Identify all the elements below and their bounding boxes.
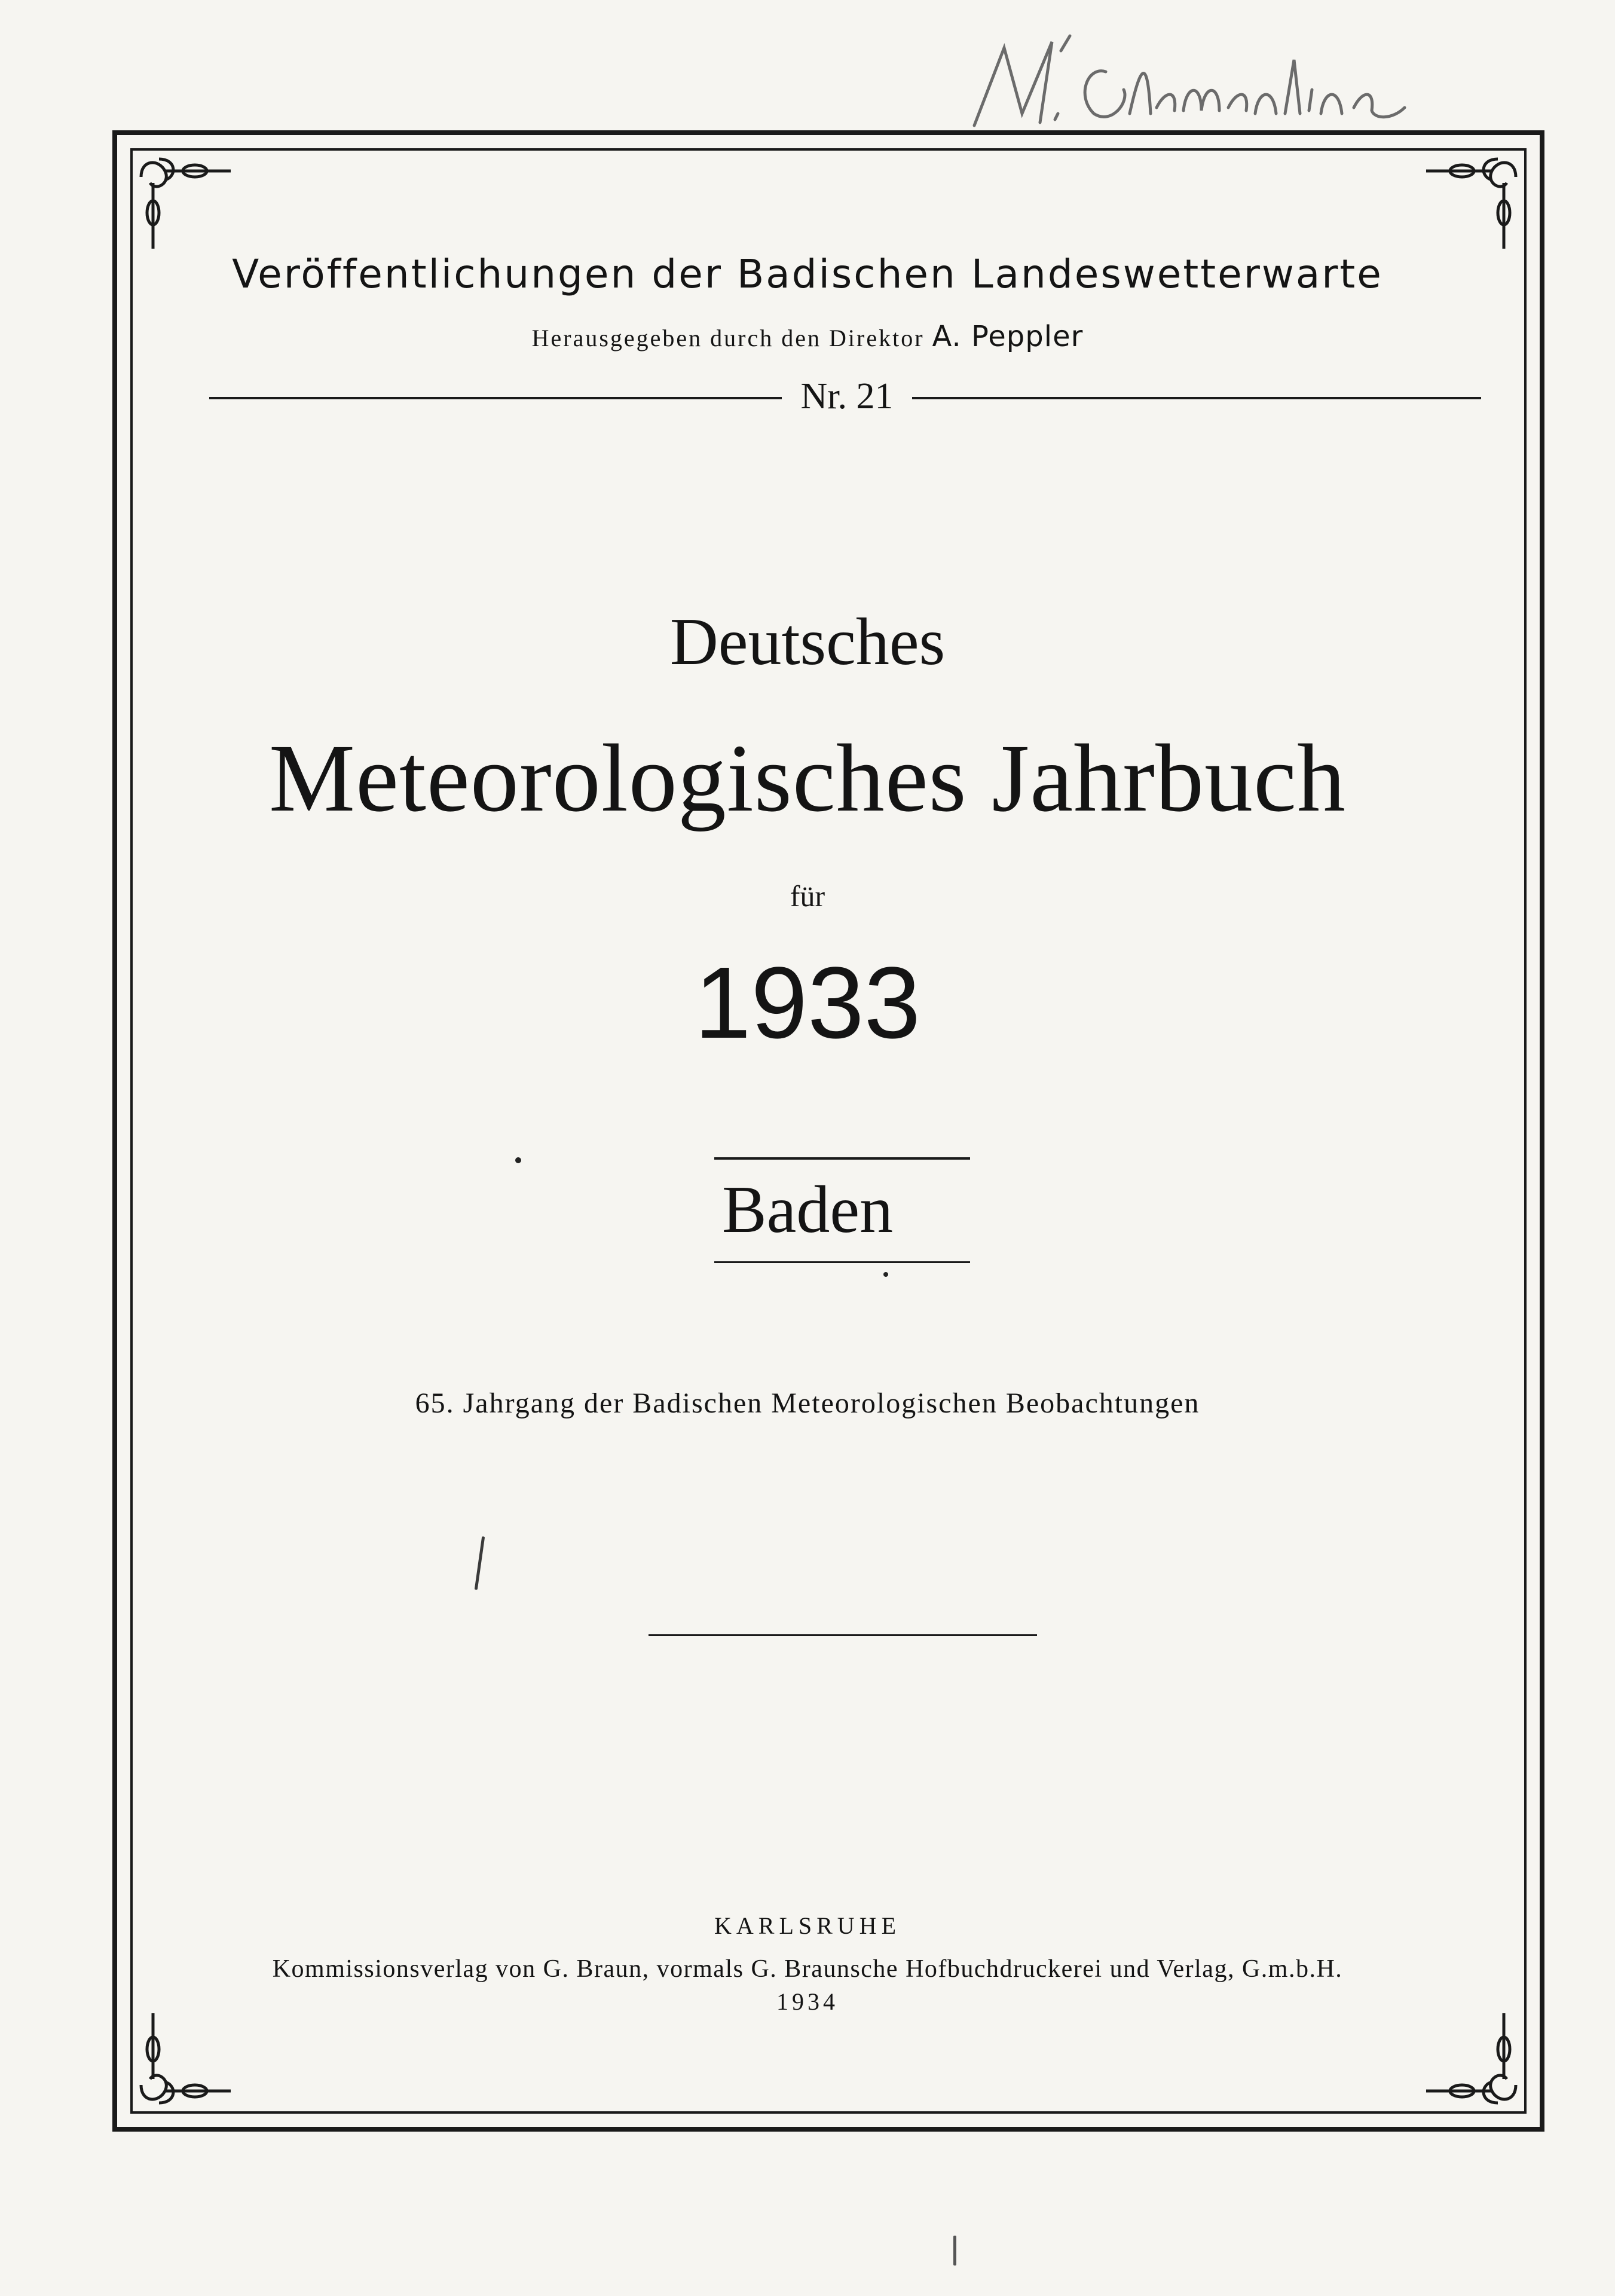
publisher-name: Kommissionsverlag von G. Braun, vormals G. Braunsche Hofbuchdruckerei und Verlag, G.m.b.H. <box>272 1955 1343 1983</box>
title-line-1: Deutsches <box>669 605 946 679</box>
editor-prefix: Herausgegeben durch den Direktor <box>531 325 925 351</box>
scan-speck <box>515 1157 521 1163</box>
title-region: Baden <box>721 1173 894 1247</box>
issue-number: Nr. 21 <box>800 376 894 417</box>
corner-ornament-bottom-left <box>135 2007 237 2109</box>
separator-rule <box>649 1634 1037 1636</box>
corner-ornament-top-left <box>135 153 237 255</box>
corner-ornament-bottom-right <box>1420 2007 1522 2109</box>
inner-frame-border <box>130 148 1527 2114</box>
issue-rule-left <box>209 397 782 399</box>
volume-note: 65. Jahrgang der Badischen Meteorologischen Beobachtungen <box>415 1387 1200 1419</box>
handwritten-signature <box>950 24 1417 143</box>
title-connector: für <box>790 879 825 913</box>
region-rule-bottom <box>714 1261 970 1263</box>
editor-line <box>0 320 1615 353</box>
scan-speck <box>953 2236 956 2266</box>
publication-year: 1934 <box>776 1988 839 2015</box>
issue-rule-right <box>912 397 1481 399</box>
title-line-2: Meteorologisches Jahrbuch <box>268 725 1347 832</box>
region-rule-top <box>714 1157 970 1160</box>
title-year: 1933 <box>694 946 921 1060</box>
corner-ornament-top-right <box>1420 153 1522 255</box>
editor-name: A. Peppler <box>932 320 1084 353</box>
publisher-city: KARLSRUHE <box>714 1912 901 1939</box>
scan-speck <box>883 1272 888 1277</box>
series-title: Veröffentlichungen der Badischen Landeswetterwarte <box>232 251 1383 297</box>
